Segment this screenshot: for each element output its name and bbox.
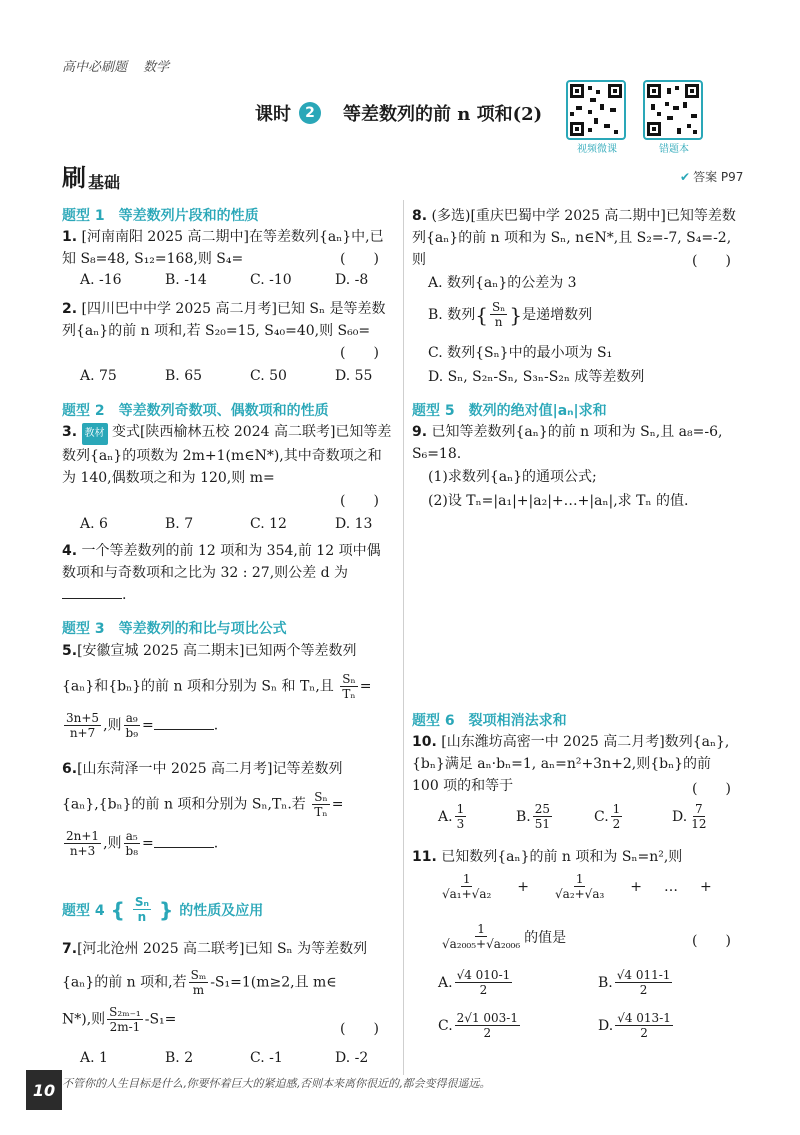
q9-part-1: (1)求数列{aₙ}的通项公式; — [428, 469, 597, 485]
q2-text: [四川巴中中学 2025 高二月考]已知 Sₙ 是等差数列{aₙ}的前 n 项和,若 S₂₀=15, S₄₀=40,则 S₆₀= — [62, 301, 386, 339]
q6-line1: [山东菏泽一中 2025 高二月考]记等差数列 — [77, 761, 343, 777]
q2-answer-paren[interactable]: ( ) — [340, 345, 379, 361]
q5-line2: {aₙ}和{bₙ}的前 n 项和分别为 Sₙ 和 Tₙ,且 — [62, 678, 334, 695]
q5-frac-s-t: $\frac{\text{Sₙ}}{\text{Tₙ}}$ — [342, 672, 356, 701]
q5-number: 5. — [62, 643, 78, 659]
lesson-prefix: 课时 — [255, 104, 291, 125]
q7-line2b: -S₁=1(m≥2,且 m∈ — [210, 974, 337, 991]
question-2 — [62, 298, 392, 342]
q11-text: 已知数列{aₙ}的前 n 项和为 Sₙ=n²,则 — [441, 849, 683, 865]
q4-end: . — [122, 587, 127, 603]
q4-answer-blank[interactable] — [62, 584, 122, 599]
q1-answer-paren[interactable]: ( ) — [340, 251, 379, 267]
q7-line2a: {aₙ}的前 n 项和,若 — [62, 974, 187, 991]
q11-dots: … — [664, 878, 679, 895]
q5-then: ,则 — [103, 717, 122, 734]
q9-answer-space[interactable] — [412, 515, 742, 705]
q10-answer-paren[interactable]: ( ) — [692, 781, 731, 797]
q11-number: 11. — [412, 849, 437, 865]
qr-code-icon — [566, 80, 626, 140]
q11-term-2: $\frac{1}{\text{√a₂+√a₃}}$ — [555, 872, 605, 901]
q3-option-d[interactable]: D. 13 — [335, 516, 373, 532]
q7-line3b: -S₁= — [144, 1011, 177, 1028]
q3-textbook-tag: 教材 — [82, 423, 108, 445]
q7-line3a: N*),则 — [62, 1011, 106, 1028]
lesson-title — [255, 100, 542, 126]
q9-part-2: (2)设 Tₙ=|a₁|+|a₂|+…+|aₙ|,求 Tₙ 的值. — [428, 493, 689, 509]
topic-3: 题型 3 等差数列的和比与项比公式 — [62, 621, 287, 637]
q3-option-a[interactable]: A. 6 — [80, 516, 108, 532]
q8-option-b[interactable]: B. 数列 { $\frac{\text{Sₙ}}{n}$ } 是递增数列 — [428, 300, 593, 329]
q10-text: [山东潍坊高密一中 2025 高二月考]数列{aₙ},{bₙ}满足 aₙ·bₙ=1, aₙ=n²+3n+2,则{bₙ}的前 100 项的和等于 — [412, 734, 730, 794]
q11-tail: 的值是 — [524, 929, 567, 946]
q11-answer-paren[interactable]: ( ) — [692, 933, 731, 949]
q8-number: 8. — [412, 208, 428, 224]
q2-option-a[interactable]: A. 75 — [80, 368, 117, 384]
qr-error-label: 错题本 — [659, 144, 689, 155]
q2-options — [80, 368, 420, 384]
topic-1: 题型 1 等差数列片段和的性质 — [62, 208, 259, 224]
q3-option-b[interactable]: B. 7 — [165, 516, 194, 532]
q10-option-a[interactable]: A. $\frac{1}{3}$ — [438, 802, 465, 831]
q1-option-c[interactable]: C. -10 — [250, 272, 292, 288]
q11-term-last: $\frac{1}{\text{√a₂₀₀₅+√a₂₀₀₆}}$ — [442, 922, 521, 951]
q8-option-c[interactable]: C. 数列{Sₙ}中的最小项为 S₁ — [428, 345, 613, 361]
subject-name: 数学 — [143, 60, 170, 75]
q8-option-d[interactable]: D. Sₙ, S₂ₙ-Sₙ, S₃ₙ-S₂ₙ 成等差数列 — [428, 369, 645, 385]
topic-4: 题型 4 { $\frac{\text{Sₙ}}{n}$ } 的性质及应用 — [62, 895, 264, 924]
qr-video-label: 视频微课 — [577, 144, 617, 155]
check-icon: ✔ — [680, 170, 691, 184]
q1-text: [河南南阳 2025 高二期中]在等差数列{aₙ}中,已知 S₈=48, S₁₂=168,则 S₄= — [62, 229, 384, 267]
answer-page: 答案 P97 — [693, 170, 744, 184]
q1-options — [80, 272, 420, 288]
q10-option-d[interactable]: D. $\frac{7}{12}$ — [672, 802, 707, 831]
q1-option-d[interactable]: D. -8 — [335, 272, 369, 288]
q4-number: 4. — [62, 543, 78, 559]
topic-4-pre: 题型 4 — [62, 902, 105, 919]
q10-options — [438, 802, 750, 831]
q3-answer-paren[interactable]: ( ) — [340, 493, 379, 509]
q5-frac-ratio: $\frac{3n+5}{n+7}$ — [66, 711, 100, 740]
q6-frac-a-b: $\frac{\text{a₅}}{\text{b₈}}$ — [125, 829, 139, 858]
running-header — [62, 56, 181, 75]
q7-option-b[interactable]: B. 2 — [165, 1050, 194, 1066]
q7-line1: [河北沧州 2025 高二联考]已知 Sₙ 为等差数列 — [77, 941, 368, 957]
column-divider — [403, 200, 404, 1075]
question-5: 5.[安徽宣城 2025 高二期末]已知两个等差数列 {aₙ}和{bₙ}的前 n 项和分别为 Sₙ 和 Tₙ,且 $\frac{\text{Sₙ}}{\text{Tₙ}}$ = $\frac{3n+5}{n+7}$ ,则 $\frac{\text{a₉}}{\text{b₉}}$ = . — [62, 643, 372, 740]
q7-option-c[interactable]: C. -1 — [250, 1050, 283, 1066]
q4-text: 一个等差数列的前 12 项和为 354,前 12 项中偶数项和与奇数项和之比为 32 : 27,则公差 d 为 — [62, 543, 381, 581]
page-number: 10 — [26, 1070, 62, 1110]
q7-answer-paren[interactable]: ( ) — [340, 1021, 379, 1037]
q1-number: 1. — [62, 229, 78, 245]
q7-option-a[interactable]: A. 1 — [80, 1050, 108, 1066]
q11-option-d[interactable]: D. $\frac{√4 013-1}{2}$ — [598, 1011, 671, 1040]
section-heading — [62, 158, 120, 193]
q3-options — [80, 516, 420, 532]
q6-line2: {aₙ},{bₙ}的前 n 项和分别为 Sₙ,Tₙ.若 — [62, 796, 306, 813]
q11-last-term — [438, 922, 566, 951]
q7-options — [80, 1050, 420, 1066]
q1-option-b[interactable]: B. -14 — [165, 272, 207, 288]
q7-option-d[interactable]: D. -2 — [335, 1050, 369, 1066]
q11-option-a[interactable]: A. $\frac{√4 010-1}{2}$ — [438, 968, 511, 997]
q3-number: 3. — [62, 424, 78, 440]
q10-number: 10. — [412, 734, 437, 750]
q6-then: ,则 — [103, 835, 122, 852]
question-3 — [62, 421, 392, 489]
book-name: 高中必刷题 — [62, 60, 128, 75]
q9-number: 9. — [412, 424, 428, 440]
q5-eq: = — [359, 678, 372, 695]
qr-video[interactable] — [566, 80, 628, 155]
section-name: 基础 — [88, 173, 121, 192]
q11-term-1: $\frac{1}{\text{√a₁+√a₂}}$ — [442, 872, 492, 901]
q11-plus-1: + — [517, 878, 530, 895]
q5-answer-blank[interactable] — [154, 715, 214, 730]
q5-line1: [安徽宣城 2025 高二期末]已知两个等差数列 — [77, 643, 357, 659]
q11-plus-2: + — [630, 878, 643, 895]
topic-4-frac: $\frac{\text{Sₙ}}{n}$ — [134, 895, 149, 924]
q10-option-c[interactable]: C. $\frac{1}{2}$ — [594, 802, 621, 831]
q8-text: (多选)[重庆巴蜀中学 2025 高二期中]已知等差数列{aₙ}的前 n 项和为 Sₙ, n∈N*,且 S₂=-7, S₄=-2,则 — [412, 208, 736, 268]
topic-4-post: 的性质及应用 — [179, 902, 264, 919]
qr-code-icon — [643, 80, 703, 140]
q2-number: 2. — [62, 301, 78, 317]
q11-option-b[interactable]: B. $\frac{√4 011-1}{2}$ — [598, 968, 671, 997]
q2-option-b[interactable]: B. 65 — [165, 368, 203, 384]
qr-error-book[interactable] — [643, 80, 705, 155]
q10-option-b[interactable]: B. $\frac{25}{51}$ — [516, 802, 551, 831]
q3-option-c[interactable]: C. 12 — [250, 516, 287, 532]
question-4 — [62, 540, 392, 606]
q6-answer-blank[interactable] — [154, 833, 214, 848]
q5-end: . — [213, 717, 219, 734]
q11-option-c[interactable]: C. $\frac{2√1 003-1}{2}$ — [438, 1011, 518, 1040]
q11-sum-expression — [438, 872, 712, 901]
topic-5: 题型 5 数列的绝对值|aₙ|求和 — [412, 403, 607, 419]
q5-frac-a-b: $\frac{\text{a₉}}{\text{b₉}}$ — [125, 711, 139, 740]
question-11 — [412, 846, 742, 868]
q11-plus-3: + — [700, 878, 712, 895]
q11-options — [438, 968, 738, 1040]
q7-frac-s2m: $\frac{\text{S₂ₘ₋₁}}{2m-1}$ — [109, 1005, 141, 1034]
q8-option-a[interactable]: A. 数列{aₙ}的公差为 3 — [428, 275, 577, 291]
q6-eq: = — [331, 796, 344, 813]
question-6: 6.[山东菏泽一中 2025 高二月考]记等差数列 {aₙ},{bₙ}的前 n 项和分别为 Sₙ,Tₙ.若 $\frac{\text{Sₙ}}{\text{Tₙ}}$ = $\frac{2n+1}{n+3}$ ,则 $\frac{\text{a₅}}{\text{b₈}}$ = . — [62, 761, 344, 858]
q8-option-b-post: 是递增数列 — [522, 306, 593, 323]
footer-motto: 不管你的人生目标是什么,你要怀着巨大的紧迫感,否则本来离你很近的,都会变得很遥远。 — [62, 1077, 491, 1090]
q6-frac-s-t: $\frac{\text{Sₙ}}{\text{Tₙ}}$ — [314, 790, 328, 819]
question-9 — [412, 421, 742, 465]
q8-answer-paren[interactable]: ( ) — [692, 253, 731, 269]
q8-option-b-pre: B. 数列 — [428, 306, 476, 323]
lesson-number-badge: 2 — [299, 102, 321, 124]
q9-text: 已知等差数列{aₙ}的前 n 项和为 Sₙ,且 a₈=-6, S₆=18. — [412, 424, 723, 462]
q7-number: 7. — [62, 941, 78, 957]
q7-frac-sm-m: $\frac{\text{Sₘ}}{m}$ — [190, 968, 207, 997]
q8-option-b-frac: $\frac{\text{Sₙ}}{n}$ — [491, 300, 506, 329]
q2-option-c[interactable]: C. 50 — [250, 368, 287, 384]
q2-option-d[interactable]: D. 55 — [335, 368, 373, 384]
brush-char: 刷 — [62, 164, 86, 192]
q6-end: . — [213, 835, 219, 852]
topic-6: 题型 6 裂项相消法求和 — [412, 713, 567, 729]
q6-number: 6. — [62, 761, 78, 777]
q6-frac-ratio: $\frac{2n+1}{n+3}$ — [66, 829, 100, 858]
topic-2: 题型 2 等差数列奇数项、偶数项和的性质 — [62, 403, 329, 419]
q1-option-a[interactable]: A. -16 — [80, 272, 122, 288]
answer-reference — [680, 168, 743, 185]
lesson-title-text: 等差数列的前 n 项和(2) — [343, 104, 543, 125]
q3-text: 变式[陕西榆林五校 2024 高二联考]已知等差数列{aₙ}的项数为 2m+1(m∈N*),其中奇数项之和为 140,偶数项之和为 120,则 m= — [62, 424, 392, 486]
